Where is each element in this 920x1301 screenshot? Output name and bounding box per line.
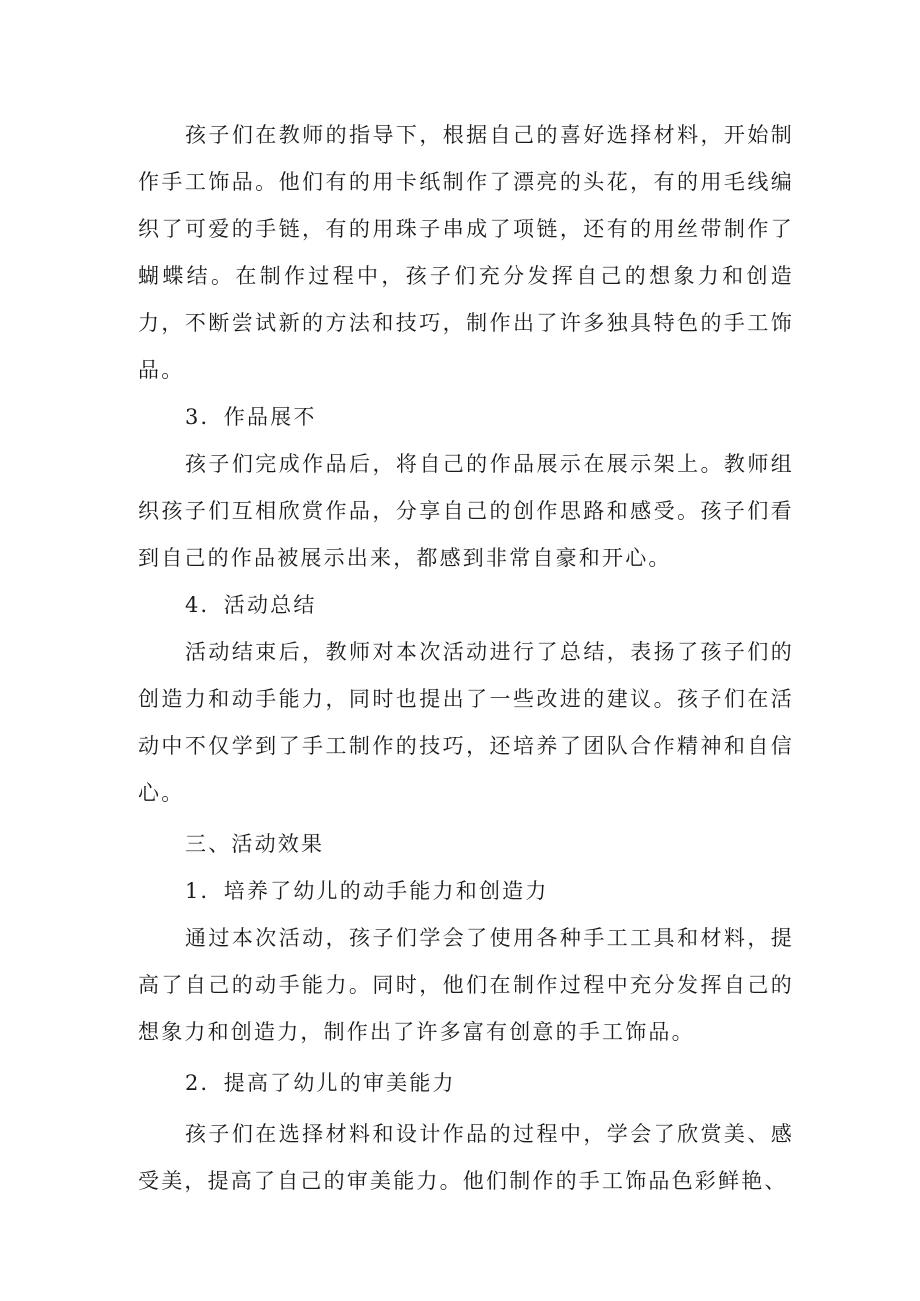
- heading-aesthetic-ability: 2．提高了幼儿的审美能力: [185, 1071, 456, 1095]
- paragraph-hands-on-ability: 通过本次活动，孩子们学会了使用各种手工工具和材料，提高了自己的动手能力。同时，他们在制作过程中充分发挥自己的想象力和创造力，制作出了许多富有创意的手工饰品。: [138, 926, 794, 1044]
- heading-activity-summary: 4．活动总结: [185, 593, 317, 617]
- heading-hands-on-ability: 1．培养了幼儿的动手能力和创造力: [185, 879, 549, 903]
- paragraph-activity-summary: 活动结束后，教师对本次活动进行了总结，表扬了孩子们的创造力和动手能力，同时也提出了一些改进的建议。孩子们在活动中不仅学到了手工制作的技巧，还培养了团队合作精神和自信心。: [138, 640, 794, 805]
- paragraph-work-display: 孩子们完成作品后，将自己的作品展示在展示架上。教师组织孩子们互相欣赏作品，分享自己的创作思路和感受。孩子们看到自己的作品被展示出来，都感到非常自豪和开心。: [138, 452, 794, 570]
- paragraph-aesthetic-ability: 孩子们在选择材料和设计作品的过程中，学会了欣赏美、感受美，提高了自己的审美能力。他们制作的手工饰品色彩鲜艳、: [138, 1122, 794, 1193]
- document-body: [138, 112, 794, 1205]
- paragraph-making-crafts: 孩子们在教师的指导下，根据自己的喜好选择材料，开始制作手工饰品。他们有的用卡纸制作了漂亮的头花，有的用毛线编织了可爱的手链，有的用珠子串成了项链，还有的用丝带制作了蝴蝶结。在制作过程中，孩子们充分发挥自己的想象力和创造力，不断尝试新的方法和技巧，制作出了许多独具特色的手工饰品。: [138, 123, 794, 382]
- section-heading-activity-effects: 三、活动效果: [185, 832, 325, 856]
- heading-work-display: 3．作品展不: [185, 405, 317, 429]
